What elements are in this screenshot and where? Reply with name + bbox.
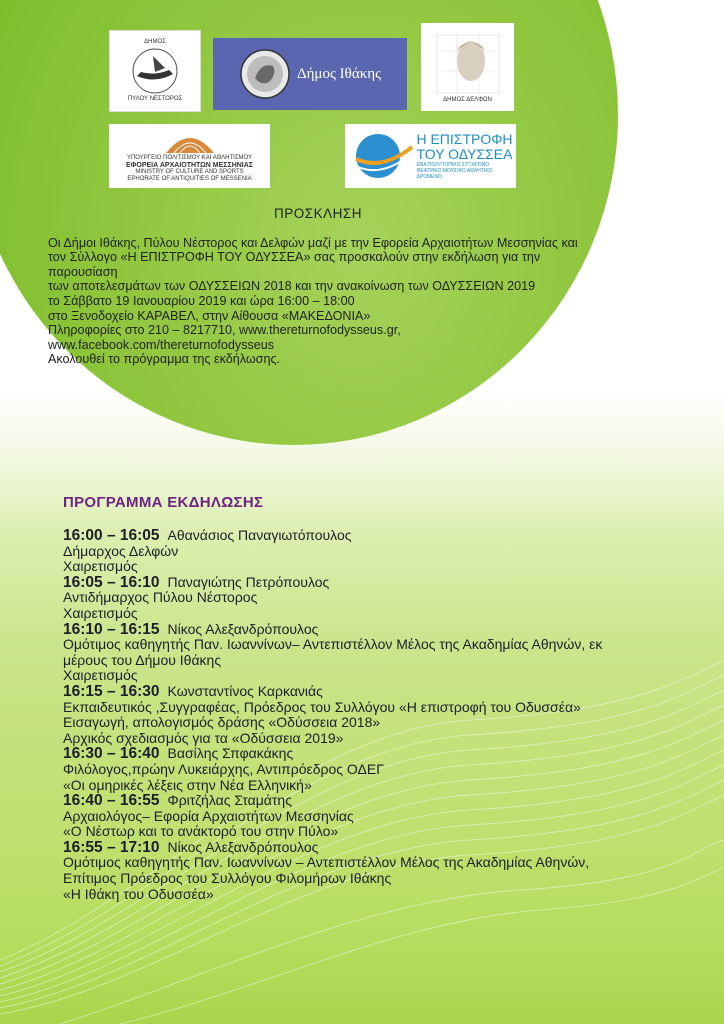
epistrofi-sub3: ΔΡΩΜΕΝΟ xyxy=(416,174,442,180)
invitation-line: των αποτελεσμάτων των ΟΔΥΣΣΕΙΩΝ 2018 και την ανακοίνωση των ΟΔΥΣΣΕΙΩΝ 2019 xyxy=(48,279,536,294)
program-item xyxy=(63,746,713,762)
program-item xyxy=(63,622,713,638)
invitation-line: Οι Δήμοι Ιθάκης, Πύλου Νέστορος και Δελφών μαζί με την Εφορεία Αρχαιοτήτων Μεσσηνίας και xyxy=(48,235,578,250)
program-speaker: Βασίλης Σπφακάκης xyxy=(167,745,294,762)
program-time: 16:40 – 16:55 xyxy=(63,792,160,810)
epistrofi-line2: ΤΟΥ ΟΔΥΣΣΕΑ xyxy=(416,146,513,162)
program-detail: Αρχαιολόγος– Εφορία Αρχαιοτήτων Μεσσηνίας xyxy=(63,807,354,824)
program-item xyxy=(63,575,713,591)
invitation-line: www.facebook.com/thereturnofodysseus xyxy=(48,337,275,352)
dimos-pylou-logo xyxy=(109,30,201,112)
dimos-pylou-top: ΔΗΜΟΣ xyxy=(144,39,166,45)
program-item xyxy=(63,684,713,700)
dimos-pylou-bottom: ΠΥΛΟΥ ΝΕΣΤΟΡΟΣ xyxy=(127,96,183,102)
program-detail: Χαιρετισμός xyxy=(63,558,138,575)
program-title: ΠΡΟΓΡΑΜΜΑ ΕΚΔΗΛΩΣΗΣ xyxy=(63,494,264,511)
epistrofi-odyssea-logo xyxy=(345,124,516,188)
epistrofi-sub2: ΘΕΑΤΡΙΚΟ ΜΟΥΣΙΚΟ ΑΘΛΗΤΙΚΟ xyxy=(416,168,493,174)
program-speaker: Παναγιώτης Πετρόπουλος xyxy=(167,573,330,590)
program-detail: Δήμαρχος Δελφών xyxy=(63,542,179,559)
program-speaker: Κωνσταντίνος Καρκανιάς xyxy=(167,682,323,699)
dimos-delfon-logo xyxy=(421,23,514,111)
dimos-ithakis-logo xyxy=(213,38,407,110)
program-detail: Ομότιμος καθηγητής Παν. Ιωαννίνων– Αντεπιστέλλον Μέλος της Ακαδημίας Αθηνών, εκ xyxy=(63,636,603,653)
invitation-line: Πληροφορίες στο 210 – 8217710, www.thereturnofodysseus.gr, xyxy=(48,323,401,338)
invitation-block xyxy=(48,207,588,367)
program-detail: Ομότιμος καθηγητής Παν. Ιωαννίνων – Αντεπιστέλλον Μέλος της Ακαδημίας Αθηνών, xyxy=(63,854,590,871)
program-time: 16:15 – 16:30 xyxy=(63,682,160,700)
ephorate-logo xyxy=(109,124,270,188)
program-detail: «Οι ομηρικές λέξεις στην Νέα Ελληνική» xyxy=(63,776,312,793)
program-item xyxy=(63,840,713,856)
coin-emblem-icon xyxy=(239,48,291,100)
program-time: 16:00 – 16:05 xyxy=(63,527,160,544)
ephorate-line2: ΕΦΟΡΕΙΑ ΑΡΧΑΙΟΤΗΤΩΝ ΜΕΣΣΗΝΙΑΣ xyxy=(125,162,254,169)
program-speaker: Αθανάσιος Παναγιωτόπουλος xyxy=(167,527,352,543)
program-detail: Φιλόλογος,πρώην Λυκειάρχης, Αντιπρόεδρος ΟΔΕΓ xyxy=(63,760,384,777)
program-speaker: Φριτζήλας Σταμάτης xyxy=(167,792,292,809)
dimos-ithakis-text: Δήμος Ιθάκης xyxy=(296,65,382,82)
invitation-line: τον Σύλλογο «Η ΕΠΙΣΤΡΟΦΗ ΤΟΥ ΟΔΥΣΣΕΑ» σας προσκαλούν στην εκδήλωση για την παρουσίαση xyxy=(48,250,541,279)
program-item xyxy=(63,528,713,544)
program-detail: μέρους του Δήμου Ιθάκης xyxy=(63,651,222,668)
invitation-line: Ακολουθεί το πρόγραμμα της εκδήλωσης. xyxy=(48,352,281,367)
program-time: 16:30 – 16:40 xyxy=(63,745,160,763)
program-detail: Αρχικός σχεδιασμός για τα «Οδύσσεια 2019» xyxy=(63,729,344,746)
program-detail: Εισαγωγή, απολογισμός δράσης «Οδύσσεια 2018» xyxy=(63,714,381,731)
program-detail: Χαιρετισμός xyxy=(63,604,138,621)
program-detail: Επίτιμος Πρόεδρος του Συλλόγου Φιλομήρων Ιθάκης xyxy=(63,870,392,887)
statue-head-icon xyxy=(433,31,503,97)
program-time: 16:05 – 16:10 xyxy=(63,573,160,591)
invitation-line: στο Ξενοδοχείο ΚΑΡΑΒΕΛ, στην Αίθουσα «ΜΑΚΕΔΟΝΙΑ» xyxy=(48,308,371,323)
program-time: 16:55 – 17:10 xyxy=(63,838,160,856)
ornament-icon xyxy=(160,129,220,155)
dimos-delfon-text: ΔΗΜΟΣ ΔΕΛΦΩΝ xyxy=(443,96,492,103)
ephorate-line1: ΥΠΟΥΡΓΕΙΟ ΠΟΛΙΤΙΣΜΟΥ ΚΑΙ ΑΘΛΗΤΙΣΜΟΥ xyxy=(126,155,253,161)
ephorate-line4: EPHORATE OF ANTIQUITIES OF MESSENIA xyxy=(127,176,252,182)
program-section xyxy=(63,494,713,902)
program-detail: «Η Ιθάκη του Οδυσσέα» xyxy=(63,885,214,902)
program-speaker: Νίκος Αλεξανδρόπουλος xyxy=(167,838,319,855)
program-speaker: Νίκος Αλεξανδρόπουλος xyxy=(167,620,319,637)
program-detail: «Ο Νέστωρ και το ανάκτορό του στην Πύλο» xyxy=(63,823,339,840)
program-detail: Αντιδήμαρχος Πύλου Νέστορος xyxy=(63,589,258,606)
program-item xyxy=(63,793,713,809)
program-detail: Χαιρετισμός xyxy=(63,667,138,684)
invitation-line: το Σάββατο 19 Ιανουαρίου 2019 και ώρα 16:00 – 18:00 xyxy=(48,293,355,308)
program-time: 16:10 – 16:15 xyxy=(63,620,160,638)
program-detail: Εκπαιδευτικός ,Συγγραφέας, Πρόεδρος του Συλλόγου «Η επιστροφή του Οδυσσέα» xyxy=(63,698,581,715)
ephorate-line3: MINISTRY OF CULTURE AND SPORTS xyxy=(135,169,244,175)
epistrofi-sub1: ΕΝΑ ΠΟΛΥΤΟΠΙΚΟ ΣΥΓΧΡΟΝΟ xyxy=(416,162,490,168)
ship-emblem-icon xyxy=(125,46,185,96)
epistrofi-line1: Η ΕΠΙΣΤΡΟΦΗ xyxy=(416,131,513,147)
invitation-title: ΠΡΟΣΚΛΗΣΗ xyxy=(274,206,362,221)
ship-sail-icon xyxy=(348,131,416,181)
